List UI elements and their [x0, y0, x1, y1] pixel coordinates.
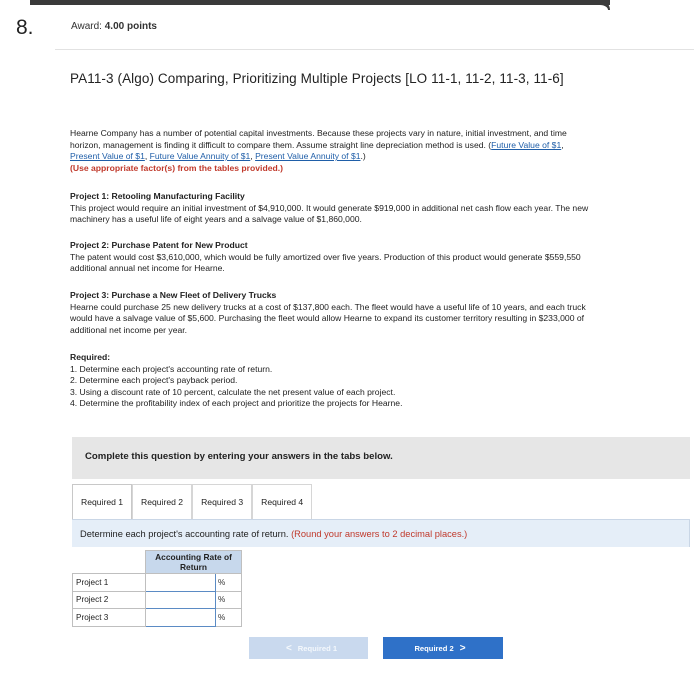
- chevron-right-icon: >: [459, 642, 466, 654]
- previous-required-button[interactable]: [249, 637, 368, 659]
- link-present-value[interactable]: Present Value of $1: [70, 151, 145, 162]
- project-3-text: Hearne could purchase 25 new delivery trucks at a cost of $137,800 each. The fleet would have a useful life of 10 years, and each truck would have a salvage value of $5,600. Purchasing the fleet would allow Hearne to expand its customer territory resulting in $233,000 of additional net income per year.: [70, 301, 586, 335]
- project-2-heading: Project 2: Purchase Patent for New Product: [70, 240, 248, 250]
- tab-instruction-bar: [72, 519, 690, 547]
- required-heading: Required:: [70, 352, 111, 362]
- next-button-label: Required 2: [414, 643, 454, 653]
- table-corner-cell: [73, 551, 146, 574]
- top-rule: [30, 0, 610, 5]
- link-present-value-annuity[interactable]: Present Value Annuity of $1: [255, 151, 361, 162]
- required-item-4: 4. Determine the profitability index of each project and prioritize the projects for Hearne.: [70, 398, 403, 409]
- rounding-note: (Round your answers to 2 decimal places.): [291, 529, 468, 539]
- row-label-project-2: Project 2: [73, 591, 146, 609]
- tab-required-2[interactable]: Required 2: [132, 484, 192, 519]
- table-header-accounting-rate: Accounting Rate of Return: [146, 551, 242, 574]
- project-2-rate-input[interactable]: [146, 592, 215, 608]
- table-row: [73, 609, 242, 627]
- project-2-rate-cell: [146, 591, 216, 609]
- link-future-value[interactable]: Future Value of $1: [491, 139, 562, 150]
- complete-instructions-box: [72, 437, 690, 479]
- required-item-3: 3. Using a discount rate of 10 percent, calculate the net present value of each project.: [70, 386, 396, 397]
- required-item-1: 1. Determine each project's accounting rate of return.: [70, 363, 273, 374]
- table-header-row: [73, 551, 242, 574]
- project-3-percent-unit: %: [216, 609, 242, 627]
- tab-required-3[interactable]: Required 3: [192, 484, 252, 519]
- tab-required-1[interactable]: Required 1: [72, 484, 132, 519]
- project-3-block: [70, 290, 594, 336]
- table-row: [73, 574, 242, 592]
- project-1-percent-unit: %: [216, 574, 242, 592]
- project-1-text: This project would require an initial investment of $4,910,000. It would generate $919,000 in additional net cash flow each year. The new machinery has a useful life of eight years and a salvage value of $1,860,000.: [70, 202, 589, 225]
- project-2-block: [70, 240, 594, 275]
- header-divider: [55, 49, 694, 50]
- project-1-heading: Project 1: Retooling Manufacturing Facility: [70, 191, 245, 201]
- complete-instructions-text: Complete this question by entering your answers in the tabs below.: [85, 451, 393, 462]
- row-label-project-3: Project 3: [73, 609, 146, 627]
- table-row: [73, 591, 242, 609]
- intro-text: Hearne Company has a number of potential capital investments. Because these projects vary in nature, initial investment, and time horizon, management is finding it difficult to compare them. Assume straight line depreciation method is used.: [70, 128, 567, 150]
- tab-instruction-text: Determine each project's accounting rate of return.: [80, 529, 289, 539]
- project-1-rate-cell: [146, 574, 216, 592]
- project-3-heading: Project 3: Purchase a New Fleet of Delivery Trucks: [70, 290, 277, 300]
- requirement-tabs: [72, 484, 312, 519]
- project-2-text: The patent would cost $3,610,000, which would be fully amortized over five years. Production of this product would generate $559,550 additional annual net income for Hearne.: [70, 251, 581, 274]
- award-points: [71, 21, 157, 32]
- project-3-rate-cell: [146, 609, 216, 627]
- tables-note: (Use appropriate factor(s) from the tables provided.): [70, 162, 283, 173]
- accounting-rate-table: [72, 550, 242, 627]
- previous-button-label: Required 1: [297, 643, 338, 653]
- project-1-rate-input[interactable]: [146, 574, 215, 590]
- award-value: 4.00 points: [104, 21, 157, 32]
- required-item-2: 2. Determine each project's payback period.: [70, 375, 238, 386]
- required-block: [70, 352, 594, 410]
- tab-required-4[interactable]: Required 4: [252, 484, 312, 519]
- next-required-button[interactable]: [383, 637, 503, 659]
- row-label-project-1: Project 1: [73, 574, 146, 592]
- question-title: PA11-3 (Algo) Comparing, Prioritizing Multiple Projects [LO 11-1, 11-2, 11-3, 11-6]: [70, 71, 564, 86]
- chevron-left-icon: <: [285, 642, 292, 654]
- project-3-rate-input[interactable]: [146, 609, 215, 625]
- tab-instruction: [80, 529, 467, 539]
- project-1-block: [70, 191, 594, 226]
- project-2-percent-unit: %: [216, 591, 242, 609]
- award-prefix: Award:: [71, 21, 102, 32]
- question-number: 8.: [16, 16, 34, 39]
- intro-paragraph: Hearne Company has a number of potential capital investments. Because these projects vary in nature, initial investment, and time horizon, management is finding it difficult to compare them. Assume straight line depreciation method is used. (Future Value of $1, Present Value of $1, Future Value Annuity of $1, Present Value Annuity of $1.) (Use appropriate factor(s) from the tables provided.): [70, 128, 567, 173]
- link-future-value-annuity[interactable]: Future Value Annuity of $1: [149, 151, 251, 162]
